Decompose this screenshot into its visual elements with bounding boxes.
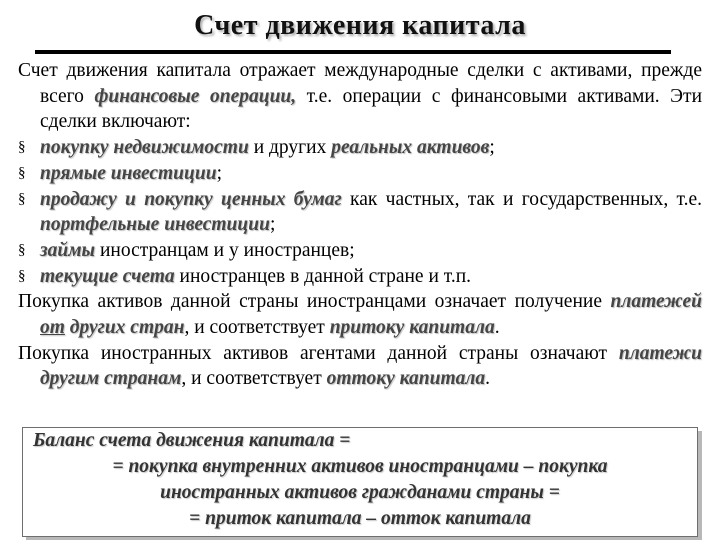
bullet-real-estate — [18, 135, 702, 161]
bullet-icon: § — [18, 139, 26, 156]
bullet-1-text-1: и других — [248, 137, 332, 159]
intro-highlight-financial-operations: финансовые операции, — [94, 85, 297, 107]
formula-line-3: иностранных активов гражданами страны = — [160, 482, 560, 503]
bullet-3-highlight-2: портфельные инвестиции — [40, 214, 270, 236]
bullet-icon: § — [18, 267, 26, 284]
capital-outflow-paragraph — [18, 341, 702, 392]
bullet-3-text-2: ; — [269, 214, 276, 236]
title-divider — [35, 50, 671, 54]
bullet-5-highlight: текущие счета — [40, 265, 175, 287]
bullet-icon: § — [18, 164, 26, 181]
bullet-1-text-2: ; — [489, 137, 495, 159]
bullet-3-highlight-1: продажу и покупку ценных бумаг — [40, 188, 342, 210]
bullet-5-text: иностранцев в данной стране и т.п. — [174, 265, 472, 287]
para2-text-3: . — [494, 317, 500, 339]
bullet-current-accounts — [18, 264, 702, 290]
para2-highlight-from: от — [40, 317, 65, 339]
bullet-2-highlight: прямые инвестиции — [40, 162, 217, 184]
para3-text-1: Покупка иностранных активов агентами данной страны означают — [18, 342, 619, 364]
transactions-list — [18, 135, 702, 289]
bullet-direct-investment — [18, 161, 702, 187]
para2-highlight-payments: платежей — [610, 291, 702, 313]
slide-body — [18, 58, 702, 392]
para2-text-1: Покупка активов данной страны иностранцами означает получение — [18, 291, 611, 313]
intro-paragraph — [18, 58, 702, 135]
intro-text-1: Счет движения капитала отражает международные сделки с активами, прежде всего — [18, 60, 702, 107]
bullet-loans — [18, 238, 702, 264]
bullet-securities — [18, 187, 702, 238]
para3-text-2: , и соответствует — [181, 368, 327, 390]
bullet-1-highlight-2: реальных активов — [331, 137, 490, 159]
para2-text-2: , и соответствует — [184, 317, 330, 339]
para2-highlight-capital-inflow: притоку капитала — [329, 317, 495, 339]
para3-highlight-capital-outflow: оттоку капитала — [326, 368, 486, 390]
bullet-3-text-1: как частных, так и государственных, т.е. — [341, 188, 702, 210]
capital-inflow-paragraph — [18, 289, 702, 340]
slide-title: Счет движения капитала — [194, 10, 526, 41]
intro-text-2: т.е. операции с финансовыми активами. Эти сделки включают: — [40, 85, 703, 133]
para3-highlight-payments: платежи другим странам — [40, 342, 702, 390]
formula-line-4: = приток капитала – отток капитала — [189, 508, 531, 529]
bullet-2-text: ; — [216, 162, 222, 184]
bullet-4-text: иностранцам и у иностранцев; — [95, 239, 355, 261]
bullet-icon: § — [18, 190, 26, 207]
para2-highlight-other-countries: других стран — [64, 317, 185, 339]
formula-line-2: = покупка внутренних активов иностранцами – покупка — [112, 456, 608, 477]
formula-line-1: Баланс счета движения капитала = — [33, 430, 351, 451]
bullet-4-highlight: займы — [40, 239, 96, 261]
bullet-1-highlight-1: покупку недвижимости — [40, 137, 249, 159]
para3-text-3: . — [485, 368, 491, 390]
bullet-icon: § — [18, 241, 26, 258]
capital-balance-formula-box — [22, 427, 698, 537]
